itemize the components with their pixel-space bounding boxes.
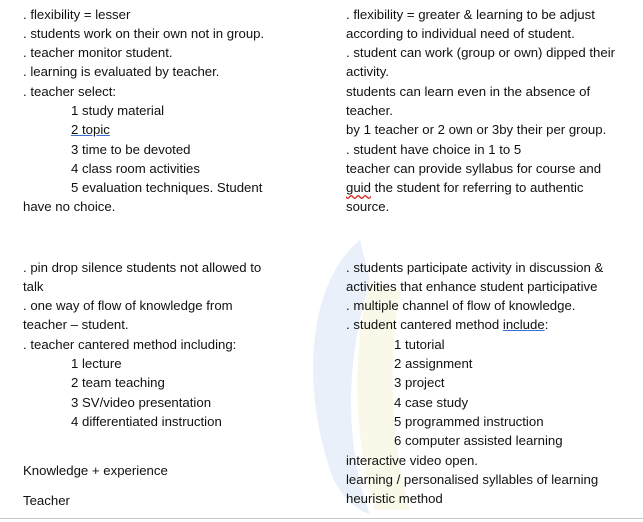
list-item: 2 team teaching — [71, 375, 165, 390]
list-item: 1 tutorial — [394, 337, 445, 352]
text-line: heuristic method — [346, 491, 443, 506]
footer-text: Knowledge + experience — [23, 463, 168, 478]
text-line: activity. — [346, 64, 389, 79]
list-item: 6 computer assisted learning — [394, 433, 563, 448]
list-item: 2 assignment — [394, 356, 473, 371]
list-item: 4 class room activities — [71, 161, 200, 176]
text-line: . flexibility = lesser — [23, 7, 131, 22]
text-line: learning / personalised syllables of learning — [346, 472, 599, 487]
list-item — [23, 121, 110, 140]
text-line: teacher can provide syllabus for course and — [346, 161, 602, 176]
text-line: . students work on their own not in group. — [23, 26, 265, 41]
list-item: 5 programmed instruction — [394, 414, 544, 429]
text-line: . multiple channel of flow of knowledge. — [346, 298, 576, 313]
text-line: by 1 teacher or 2 own or 3by their per group. — [346, 122, 607, 137]
text-line: . pin drop silence students not allowed to — [23, 260, 262, 275]
spell-flag-guid: guid — [346, 180, 371, 195]
text-line: teacher – student. — [23, 317, 129, 332]
text-line: teacher. — [346, 103, 393, 118]
list-item: 5 evaluation techniques. Student — [71, 180, 263, 195]
text-line: interactive video open. — [346, 453, 478, 468]
text-line: source. — [346, 199, 390, 214]
text-line: talk — [23, 279, 44, 294]
text-line: . student can work (group or own) dipped their — [346, 45, 616, 60]
text-line: . flexibility = greater & learning to be adjust — [346, 7, 595, 22]
text-line — [346, 316, 548, 335]
text-line: . teacher select: — [23, 84, 117, 99]
text-line: . teacher monitor student. — [23, 45, 173, 60]
footer-text: Teacher — [23, 493, 70, 508]
text-line: . learning is evaluated by teacher. — [23, 64, 220, 79]
text-line — [346, 179, 584, 198]
text-line: according to individual need of student. — [346, 26, 575, 41]
text-line: students can learn even in the absence of — [346, 84, 591, 99]
list-item: 3 time to be devoted — [71, 142, 191, 157]
list-item: 3 SV/video presentation — [71, 395, 212, 410]
grammar-flag-include: include — [502, 317, 545, 332]
text-line: . one way of flow of knowledge from — [23, 298, 233, 313]
text-line: . students participate activity in discussion & — [346, 260, 604, 275]
text-line: have no choice. — [23, 199, 116, 214]
page-bottom-border — [0, 518, 643, 519]
list-item: 1 study material — [71, 103, 165, 118]
text-line: . teacher cantered method including: — [23, 337, 237, 352]
text-fragment: : — [544, 317, 549, 332]
list-item: 1 lecture — [71, 356, 122, 371]
list-item: 4 case study — [394, 395, 469, 410]
grammar-flag-topic: 2 topic — [71, 122, 110, 137]
text-fragment: . student cantered method — [346, 317, 503, 332]
list-item: 3 project — [394, 375, 445, 390]
text-line: activities that enhance student participative — [346, 279, 598, 294]
text-line: . student have choice in 1 to 5 — [346, 142, 522, 157]
text-fragment: the student for referring to authentic — [370, 180, 584, 195]
list-item: 4 differentiated instruction — [71, 414, 222, 429]
